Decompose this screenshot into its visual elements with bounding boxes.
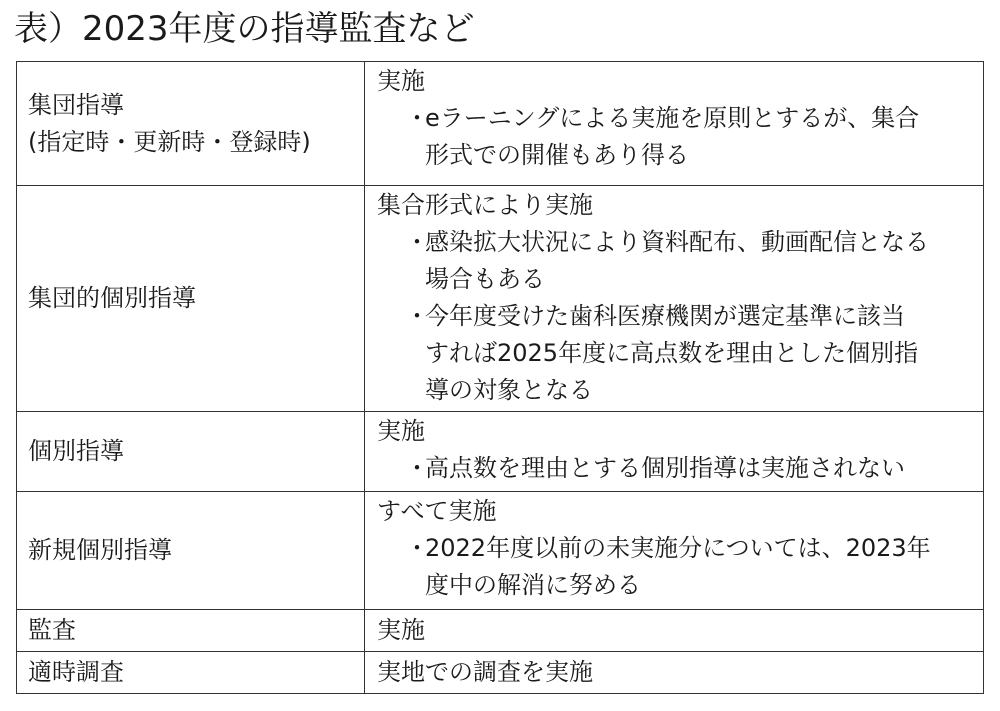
category-cell: [17, 652, 365, 694]
bullet-line: 2022年度以前の未実施分については、2023年: [425, 534, 931, 562]
detail-heading: 実施: [377, 417, 425, 445]
bullet-line: 高点数を理由とする個別指導は実施されない: [425, 454, 905, 482]
detail-bullet: [377, 450, 983, 487]
category-sublabel: (指定時・更新時・登録時): [28, 127, 311, 156]
bullet-mark: ・: [405, 302, 429, 330]
category-label: 集団指導: [28, 90, 124, 119]
detail-bullet: [377, 298, 983, 409]
table-row: [17, 652, 984, 694]
bullet-mark: ・: [405, 228, 429, 256]
category-cell: [17, 492, 365, 610]
table-row: [17, 412, 984, 492]
category-cell: [17, 412, 365, 492]
detail-heading: 実施: [377, 67, 425, 95]
bullet-line: 導の対象となる: [425, 376, 593, 404]
bullet-mark: ・: [405, 534, 429, 562]
category-label: 新規個別指導: [28, 536, 172, 564]
category-label: 監査: [28, 616, 76, 644]
detail-bullet-list: [377, 224, 983, 409]
detail-heading: 集合形式により実施: [377, 191, 593, 219]
detail-bullet: [377, 530, 983, 604]
detail-bullet-list: [377, 530, 983, 604]
detail-cell: [365, 62, 984, 186]
detail-heading: すべて実施: [377, 497, 497, 525]
detail-bullet: [377, 224, 983, 298]
detail-heading: 実施: [377, 616, 425, 644]
page-title: 表）2023年度の指導監査など: [14, 9, 475, 49]
bullet-mark: ・: [405, 104, 429, 132]
table-row: [17, 186, 984, 412]
detail-bullet-list: [377, 100, 983, 174]
detail-cell: [365, 412, 984, 492]
category-label: 個別指導: [28, 437, 124, 465]
bullet-line: 感染拡大状況により資料配布、動画配信となる: [425, 228, 929, 256]
bullet-line: 今年度受けた歯科医療機関が選定基準に該当: [425, 302, 905, 330]
table-row: [17, 62, 984, 186]
category-cell: [17, 186, 365, 412]
table-row: [17, 492, 984, 610]
bullet-line: すれば2025年度に高点数を理由とした個別指: [425, 339, 919, 367]
guidance-audit-table: [16, 61, 984, 694]
category-cell: [17, 610, 365, 652]
bullet-line: 度中の解消に努める: [425, 571, 641, 599]
detail-cell: [365, 652, 984, 694]
category-label: 適時調査: [28, 658, 124, 686]
detail-bullet: [377, 100, 983, 174]
detail-bullet-list: [377, 450, 983, 487]
detail-cell: [365, 492, 984, 610]
bullet-line: eラーニングによる実施を原則とするが、集合: [425, 104, 920, 132]
bullet-line: 場合もある: [425, 265, 545, 293]
table-row: [17, 610, 984, 652]
category-label: 集団的個別指導: [28, 284, 196, 312]
bullet-mark: ・: [405, 454, 429, 482]
detail-cell: [365, 186, 984, 412]
category-cell: [17, 62, 365, 186]
bullet-line: 形式での開催もあり得る: [425, 141, 689, 169]
detail-heading: 実地での調査を実施: [377, 658, 593, 686]
detail-cell: [365, 610, 984, 652]
